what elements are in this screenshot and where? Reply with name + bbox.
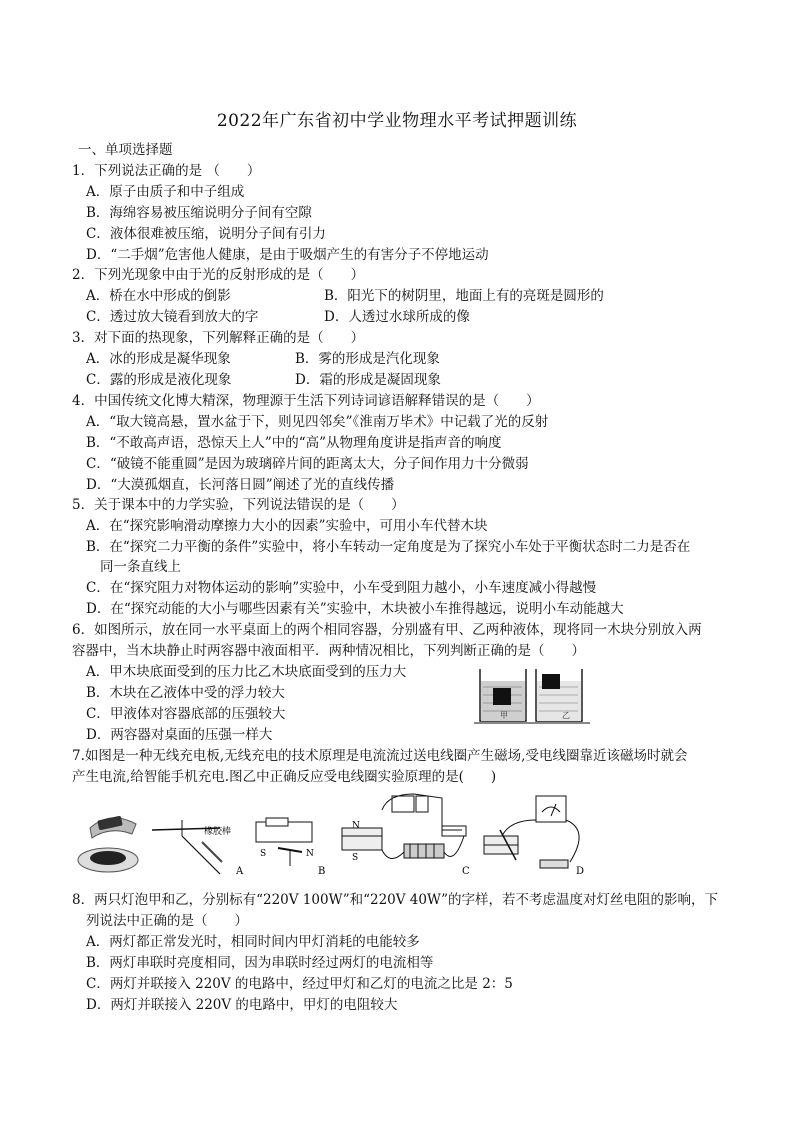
q4-option-b: B．“不敢高声语，恐惊天上人”中的“高”从物理角度讲是指声音的响度 (86, 435, 502, 451)
label-d: D (576, 866, 585, 877)
q7-stem: 7.如图是一种无线充电板,无线充电的技术原理是电流流过送电线圈产生磁场,受电线圈靠近该磁场时就会 (72, 748, 688, 764)
label-n-b: N (306, 849, 314, 859)
q3-option-c: C．露的形成是液化现象 (86, 372, 232, 388)
rubber-rod-label: 橡胶棒 (204, 827, 232, 837)
q5-option-c: C．在“探究阻力对物体运动的影响”实验中，小车受到阻力越小，小车速度减小得越慢 (86, 580, 597, 596)
q2-option-b: B．阳光下的树阴里，地面上有的亮斑是圆形的 (324, 288, 604, 304)
q4-option-d: D．“大漠孤烟直，长河落日圆”阐述了光的直线传播 (86, 477, 395, 493)
q6-option-c: C．甲液体对容器底部的压强较大 (86, 706, 286, 722)
label-s-c: S (352, 853, 359, 863)
wood-block-yi (542, 674, 560, 689)
q2-option-d: D．人透过水球所成的像 (324, 309, 470, 325)
q2-stem: 2．下列光现象中由于光的反射形成的是（ ） (72, 267, 365, 283)
wood-block-jia (493, 688, 511, 705)
label-yi: 乙 (562, 711, 570, 720)
experiment-a (152, 820, 244, 877)
q1-option-c: C．液体很难被压缩，说明分子间有引力 (86, 226, 326, 242)
q3-option-d: D．霜的形成是凝固现象 (295, 372, 441, 388)
q6-option-a: A．甲木块底面受到的压力比乙木块底面受到的压力大 (86, 664, 407, 680)
q2-option-a: A．桥在水中形成的倒影 (86, 288, 231, 304)
q8-stem: 8．两只灯泡甲和乙，分别标有“220V 100W”和“220V 40W”的字样，若不考虑温度对灯丝电阻的影响，下 (72, 892, 719, 908)
label-c: C (462, 866, 470, 877)
q6-stem-continued: 容器中，当木块静止时两容器中液面相平．两种情况相比，下列判断正确的是（ ） (72, 643, 585, 659)
q7-stem-continued: 产生电流,给智能手机充电.图乙中正确反应受电线圈实验原理的是( ) (72, 769, 497, 785)
q4-stem: 4．中国传统文化博大精深，物理源于生活下列诗词谚语解释错误的是（ ） (72, 393, 540, 409)
q7-experiments-figure (70, 790, 610, 880)
q6-option-d: D．两容器对桌面的压强一样大 (86, 727, 273, 743)
container-yi (536, 669, 582, 721)
experiment-b (256, 818, 325, 877)
q3-stem: 3．对下面的热现象，下列解释正确的是（ ） (72, 330, 365, 346)
q8-option-b: B．两灯串联时亮度相同，因为串联时经过两灯的电流相等 (86, 955, 434, 971)
exam-title: 2022年广东省初中学业物理水平考试押题训练 (216, 111, 578, 131)
label-n-c: N (352, 821, 360, 831)
q8-option-d: D．两灯并联接入 220V 的电路中，甲灯的电阻较大 (86, 997, 398, 1013)
q8-option-c: C．两灯并联接入 220V 的电路中，经过甲灯和乙灯的电流之比是 2：5 (86, 976, 513, 992)
q3-option-b: B．雾的形成是汽化现象 (295, 351, 440, 367)
q5-option-d: D．在“探究动能的大小与哪些因素有关”实验中，木块被小车推得越远，说明小车动能越大 (86, 601, 624, 617)
section-heading: 一、单项选择题 (78, 142, 173, 158)
q1-stem: 1．下列说法正确的是 （ ） (72, 163, 261, 179)
label-jia: 甲 (500, 711, 508, 720)
q2-option-c: C．透过放大镜看到放大的字 (86, 309, 259, 325)
q6-containers-figure (474, 665, 590, 727)
q8-stem-continued: 列说法中正确的是（ ） (86, 913, 248, 929)
label-a: A (236, 866, 244, 877)
q1-option-a: A．原子由质子和中子组成 (86, 184, 245, 200)
q1-option-b: B．海绵容易被压缩说明分子间有空隙 (86, 205, 312, 221)
q4-option-a: A．“取大镜高悬，置水盆于下，则见四邻矣”《淮南万毕术》中记载了光的反射 (86, 414, 549, 430)
q8-option-a: A．两灯都正常发光时，相同时间内甲灯消耗的电能较多 (86, 934, 420, 950)
q1-option-d: D．“二手烟”危害他人健康，是由于吸烟产生的有害分子不停地运动 (86, 247, 489, 263)
q5-option-a: A．在“探究影响滑动摩擦力大小的因素”实验中，可用小车代替木块 (86, 518, 488, 534)
q6-option-b: B．木块在乙液体中受的浮力较大 (86, 685, 285, 701)
wireless-charger-image (78, 816, 138, 872)
label-b: B (318, 866, 326, 877)
experiment-d (484, 796, 584, 877)
experiment-c (342, 794, 470, 877)
q5-stem: 5．关于课本中的力学实验，下列说法错误的是（ ） (72, 497, 405, 513)
label-s: S (260, 849, 267, 859)
q5-option-b: B．在“探究二力平衡的条件”实验中，将小车转动一定角度是为了探究小车处于平衡状态时二力是否在 (86, 539, 691, 555)
container-jia (480, 669, 526, 721)
q6-stem: 6．如图所示，放在同一水平桌面上的两个相同容器，分别盛有甲、乙两种液体，现将同一木块分别放入两 (72, 622, 702, 638)
q5-option-b-continued: 同一条直线上 (100, 559, 181, 575)
q4-option-c: C．“破镜不能重圆”是因为玻璃碎片间的距离太大，分子间作用力十分微弱 (86, 456, 529, 472)
q3-option-a: A．冰的形成是凝华现象 (86, 351, 231, 367)
